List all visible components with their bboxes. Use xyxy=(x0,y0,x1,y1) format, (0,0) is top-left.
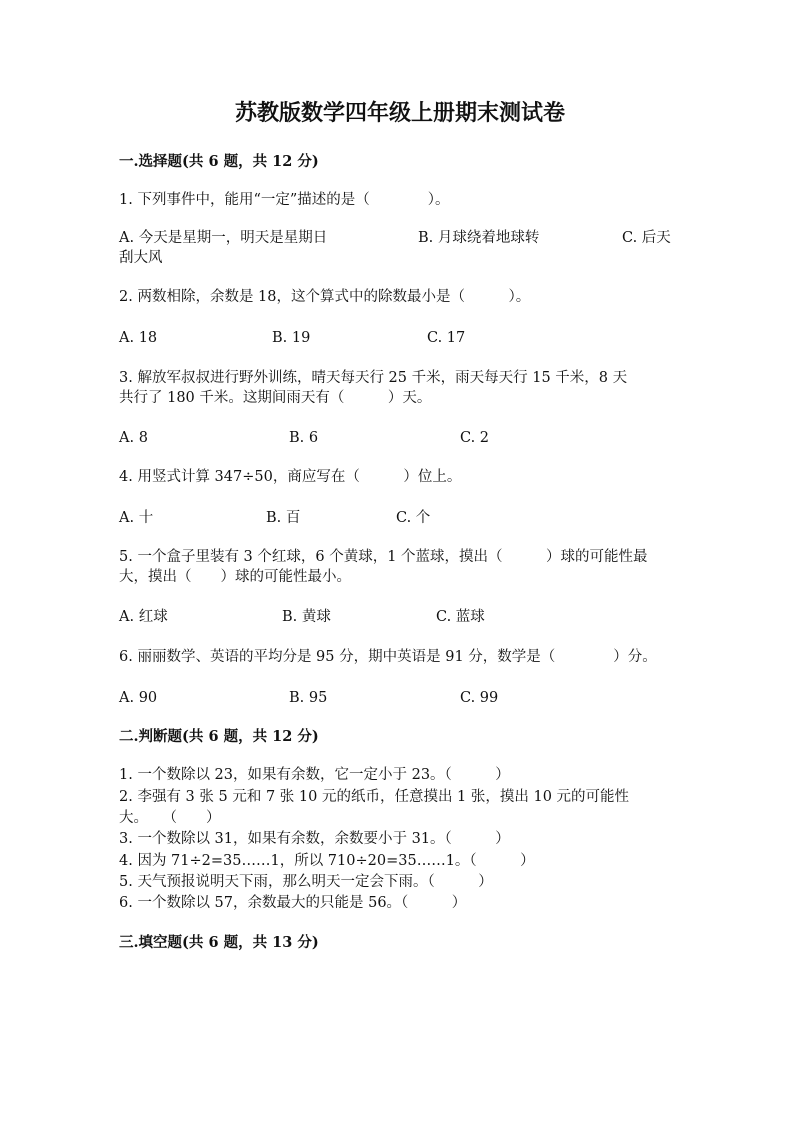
judgment-line-6: 6. 一个数除以 57，余数最大的只能是 56。（ ） xyxy=(119,895,467,911)
question-3-text-line-2: 共行了 180 千米。这期间雨天有（ ）天。 xyxy=(119,390,432,406)
question-6-option-b: B. 95 xyxy=(289,690,328,706)
section-heading-choice: 一.选择题(共 6 题，共 12 分) xyxy=(119,153,319,170)
question-3-text-line-1: 3. 解放军叔叔进行野外训练，晴天每天行 25 千米，雨天每天行 15 千米，8 天 xyxy=(119,370,628,386)
judgment-line-2: 2. 李强有 3 张 5 元和 7 张 10 元的纸币，任意摸出 1 张，摸出 10 元的可能性 xyxy=(119,789,630,805)
question-5-text-line-2: 大，摸出（ ）球的可能性最小。 xyxy=(119,569,351,585)
question-1-option-c-wrap: 刮大风 xyxy=(119,250,163,266)
question-5-option-b: B. 黄球 xyxy=(282,609,331,625)
question-2-option-c: C. 17 xyxy=(427,330,466,346)
page-title: 苏教版数学四年级上册期末测试卷 xyxy=(234,100,565,126)
question-1-option-c: C. 后天 xyxy=(622,230,671,246)
question-4-option-a: A. 十 xyxy=(119,510,154,526)
question-5-option-c: C. 蓝球 xyxy=(436,609,485,625)
question-4-option-c: C. 个 xyxy=(396,510,431,526)
judgment-line-4: 4. 因为 71÷2=35……1，所以 710÷20=35……1。（ ） xyxy=(119,853,535,869)
question-3-option-a: A. 8 xyxy=(119,430,148,446)
judgment-line-3: 3. 一个数除以 31，如果有余数，余数要小于 31。（ ） xyxy=(119,831,510,847)
question-1-text: 1. 下列事件中，能用“一定”描述的是（ ）。 xyxy=(119,192,450,208)
question-2-option-b: B. 19 xyxy=(272,330,311,346)
question-2-option-a: A. 18 xyxy=(119,330,158,346)
question-6-text: 6. 丽丽数学、英语的平均分是 95 分，期中英语是 91 分，数学是（ ）分。 xyxy=(119,649,657,665)
question-5-option-a: A. 红球 xyxy=(119,609,168,625)
question-1-option-a: A. 今天是星期一，明天是星期日 xyxy=(119,230,328,246)
question-2-text: 2. 两数相除，余数是 18，这个算式中的除数最小是（ ）。 xyxy=(119,289,531,305)
judgment-line-1: 1. 一个数除以 23，如果有余数，它一定小于 23。（ ） xyxy=(119,767,510,783)
question-5-text-line-1: 5. 一个盒子里装有 3 个红球，6 个黄球，1 个蓝球，摸出（ ）球的可能性最 xyxy=(119,549,648,565)
section-heading-judgment: 二.判断题(共 6 题，共 12 分) xyxy=(119,728,319,745)
section-heading-fill-in: 三.填空题(共 6 题，共 13 分) xyxy=(119,934,319,951)
question-3-option-c: C. 2 xyxy=(460,430,490,446)
question-4-option-b: B. 百 xyxy=(266,510,301,526)
question-6-option-c: C. 99 xyxy=(460,690,499,706)
question-4-text: 4. 用竖式计算 347÷50，商应写在（ ）位上。 xyxy=(119,469,462,485)
question-3-option-b: B. 6 xyxy=(289,430,319,446)
judgment-line-5: 5. 天气预报说明天下雨，那么明天一定会下雨。（ ） xyxy=(119,874,493,890)
question-6-option-a: A. 90 xyxy=(119,690,158,706)
question-1-option-b: B. 月球绕着地球转 xyxy=(418,230,540,246)
judgment-line-2-wrap: 大。 （ ） xyxy=(119,810,221,826)
